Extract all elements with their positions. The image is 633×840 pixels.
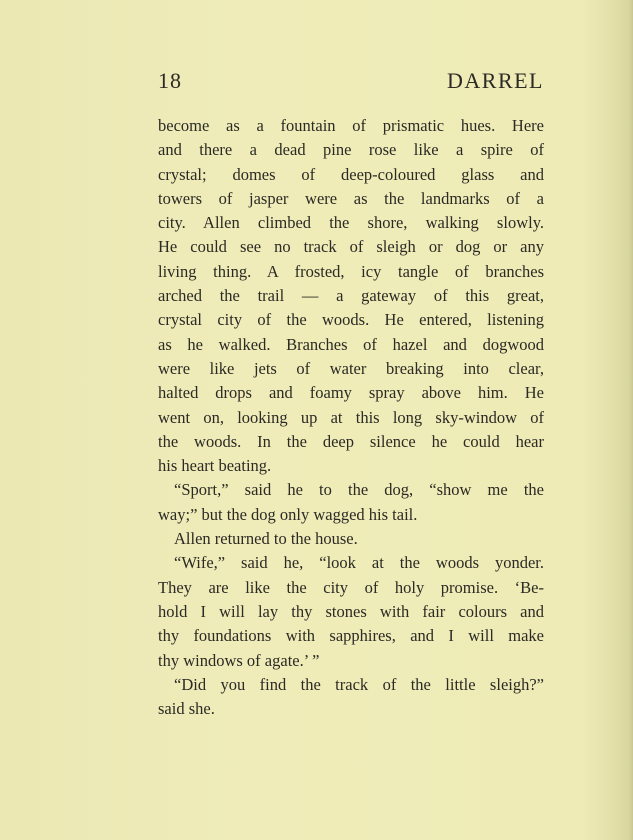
text-line: They are like the city of holy promise. ‘Be- [158, 577, 544, 597]
text-line: the woods. In the deep silence he could hear [158, 431, 544, 451]
body-text [158, 114, 544, 721]
text-line: living thing. A frosted, icy tangle of branches [158, 261, 544, 281]
text-line: “Sport,” said he to the dog, “show me the [174, 480, 544, 500]
text-line: towers of jasper were as the landmarks of a [158, 188, 544, 208]
running-head: DARREL [447, 68, 544, 93]
text-line: crystal; domes of deep-coloured glass and [158, 164, 544, 184]
text-line: thy foundations with sapphires, and I will make [158, 626, 544, 646]
text-line: thy windows of agate.’ ” [158, 650, 320, 670]
text-line: city. Allen climbed the shore, walking slowly. [158, 213, 544, 233]
text-line: halted drops and foamy spray above him. He [158, 383, 544, 403]
text-line: said she. [158, 699, 215, 719]
page-number: 18 [158, 68, 182, 93]
text-line: went on, looking up at this long sky-window of [158, 407, 544, 427]
text-line: were like jets of water breaking into clear, [158, 358, 544, 378]
text-line: way;” but the dog only wagged his tail. [158, 504, 418, 524]
text-line: arched the trail — a gateway of this great, [158, 286, 544, 306]
text-line: “Wife,” said he, “look at the woods yonder. [174, 553, 544, 573]
text-line: hold I will lay thy stones with fair colours and [158, 601, 544, 621]
text-line: and there a dead pine rose like a spire of [158, 140, 544, 160]
text-line: He could see no track of sleigh or dog or any [158, 237, 544, 257]
text-line: “Did you find the track of the little sleigh?” [174, 674, 544, 694]
text-line: his heart beating. [158, 456, 272, 476]
text-line: become as a fountain of prismatic hues. Here [158, 116, 544, 135]
text-line: Allen returned to the house. [174, 529, 358, 549]
text-line: as he walked. Branches of hazel and dogwood [158, 334, 544, 354]
page-header [158, 68, 544, 98]
text-line: crystal city of the woods. He entered, listening [158, 310, 544, 330]
page-edge-shadow [629, 0, 633, 840]
